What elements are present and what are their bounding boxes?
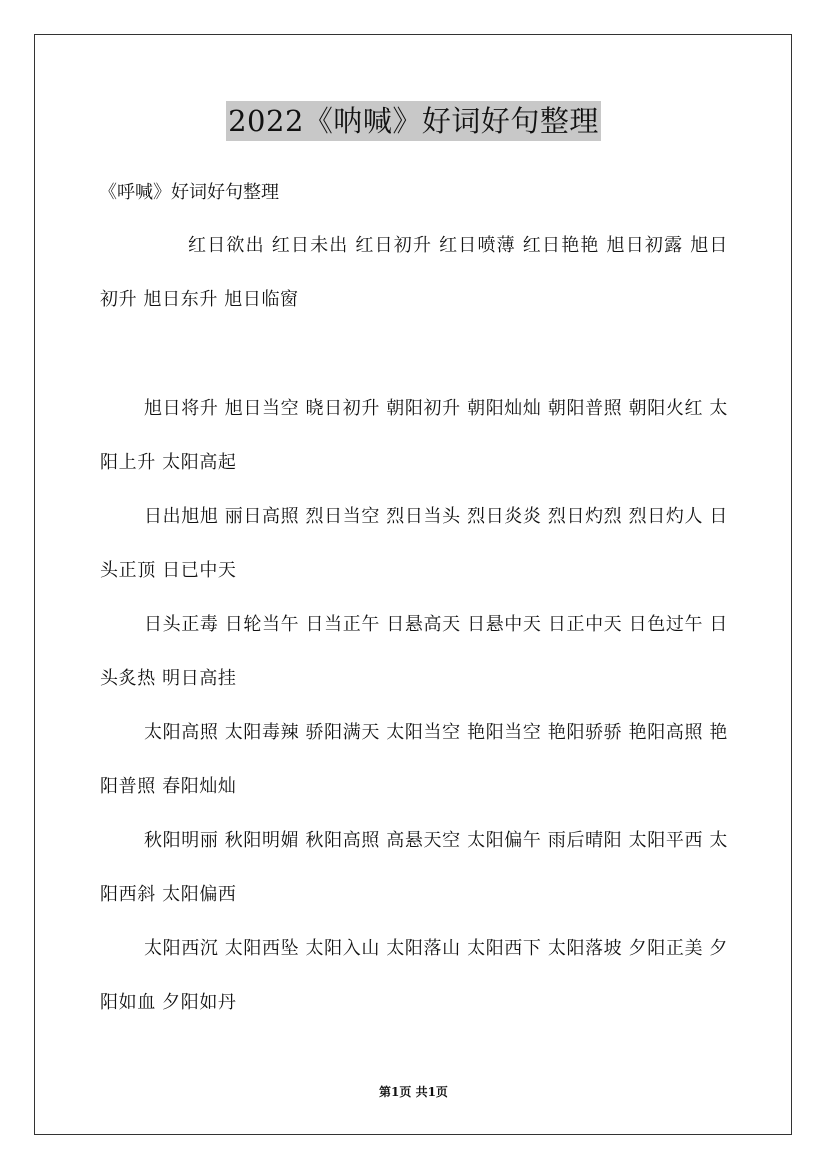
- page-number-label: 第1页 共1页: [379, 1085, 448, 1099]
- paragraph-1: 红日欲出 红日未出 红日初升 红日喷薄 红日艳艳 旭日初露 旭日初升 旭日东升 旭日临窗: [100, 235, 728, 310]
- title-container: [0, 101, 827, 141]
- paragraph-4: 日头正毒 日轮当午 日当正午 日悬高天 日悬中天 日正中天 日色过午 日头炙热 明日高挂: [100, 614, 728, 689]
- page-footer: [0, 1084, 827, 1100]
- document-title: 2022《呐喊》好词好句整理: [226, 101, 601, 141]
- paragraph-6: 秋阳明丽 秋阳明媚 秋阳高照 高悬天空 太阳偏午 雨后晴阳 太阳平西 太阳西斜 太阳偏西: [100, 830, 728, 905]
- paragraph-7: 太阳西沉 太阳西坠 太阳入山 太阳落山 太阳西下 太阳落坡 夕阳正美 夕阳如血 夕阳如丹: [100, 938, 728, 1013]
- paragraph-5: 太阳高照 太阳毒辣 骄阳满天 太阳当空 艳阳当空 艳阳骄骄 艳阳高照 艳阳普照 春阳灿灿: [100, 722, 728, 797]
- paragraph-2: 旭日将升 旭日当空 晓日初升 朝阳初升 朝阳灿灿 朝阳普照 朝阳火红 太阳上升 太阳高起: [100, 398, 728, 473]
- document-subtitle: 《呼喊》好词好句整理: [99, 182, 279, 203]
- paragraph-3: 日出旭旭 丽日高照 烈日当空 烈日当头 烈日炎炎 烈日灼烈 烈日灼人 日头正顶 日已中天: [100, 506, 728, 581]
